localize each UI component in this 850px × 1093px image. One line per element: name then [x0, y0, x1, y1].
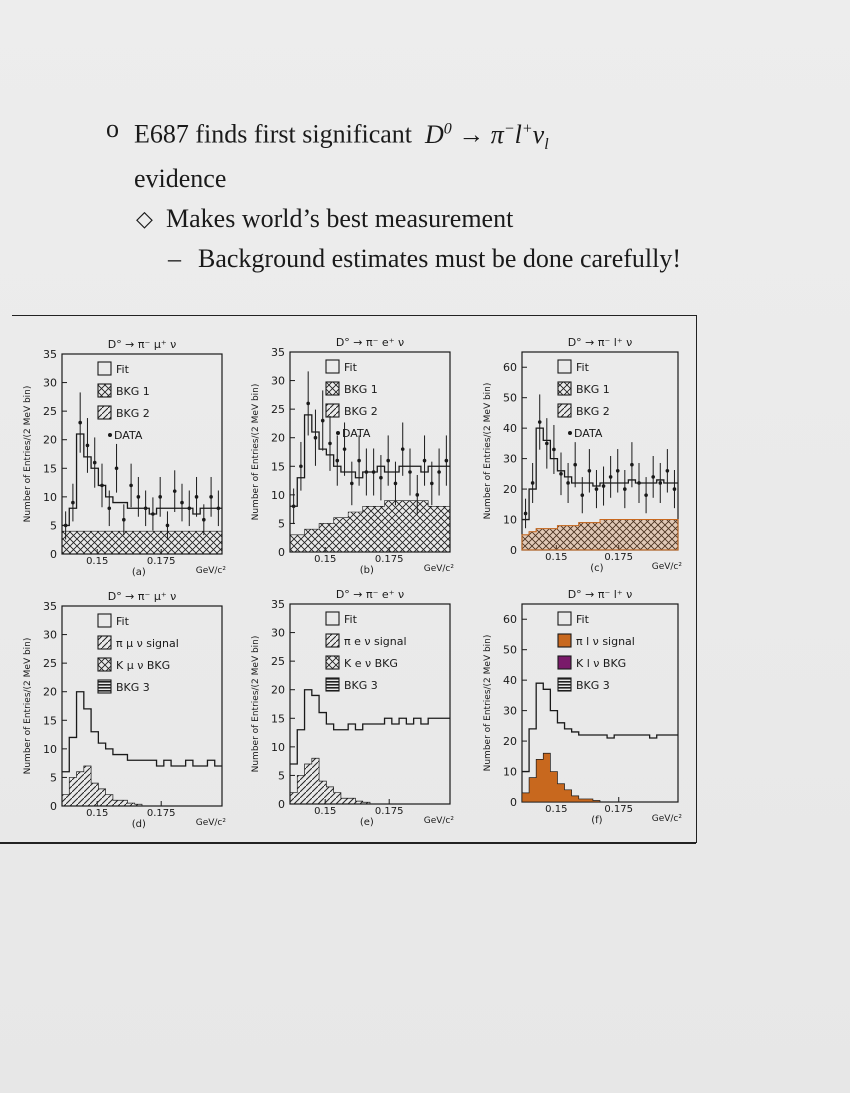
- x-tick-label: 0.15: [545, 804, 568, 815]
- legend-swatch: [558, 404, 571, 417]
- data-point: [187, 506, 191, 510]
- legend-label: π l ν signal: [576, 635, 635, 648]
- legend-label: Fit: [576, 361, 589, 374]
- y-tick-label: 5: [278, 769, 285, 783]
- legend-swatch: [98, 362, 111, 375]
- y-tick-label: 0: [510, 544, 517, 557]
- legend-label: Fit: [116, 615, 129, 628]
- y-tick-label: 30: [271, 374, 285, 388]
- y-tick-label: 10: [503, 513, 517, 527]
- panel-title: D° → π⁻ e⁺ ν: [335, 588, 405, 601]
- data-point: [637, 481, 641, 485]
- y-tick-label: 15: [271, 460, 285, 474]
- y-tick-label: 0: [278, 798, 285, 811]
- x-tick-label: 0.175: [604, 552, 634, 563]
- data-point: [644, 493, 648, 497]
- data-point: [144, 506, 148, 510]
- y-tick-label: 10: [271, 488, 285, 502]
- y-tick-label: 35: [271, 598, 285, 611]
- background-color-overlay: [522, 520, 678, 550]
- bullet-marker: –: [168, 243, 181, 273]
- legend-label: π μ ν signal: [116, 637, 179, 650]
- legend-label: BKG 2: [576, 405, 610, 418]
- y-axis-label: Number of Entries/(2 MeV bin): [483, 382, 493, 520]
- data-point: [100, 484, 104, 488]
- legend-label: K μ ν BKG: [116, 659, 171, 672]
- y-tick-label: 50: [503, 643, 517, 657]
- y-tick-label: 25: [271, 403, 285, 417]
- data-point: [559, 472, 563, 476]
- data-point: [180, 501, 184, 505]
- y-tick-label: 30: [43, 376, 57, 390]
- x-tick-label: 0.15: [545, 552, 568, 563]
- panel-title: D° → π⁻ l⁺ ν: [567, 336, 633, 349]
- x-axis-label: GeV/c²: [423, 816, 454, 826]
- data-point: [166, 524, 170, 528]
- data-point: [588, 469, 592, 473]
- legend-label: BKG 1: [576, 383, 610, 396]
- x-tick-label: 0.175: [146, 808, 176, 819]
- legend-label: BKG 3: [116, 681, 150, 694]
- data-point: [107, 506, 111, 510]
- y-tick-label: 35: [43, 600, 57, 613]
- decay-formula: $D^0 \to \pi^-l^+\nu_l$: [425, 119, 549, 153]
- x-tick-label: 0.15: [86, 808, 109, 819]
- legend-swatch: [98, 384, 111, 397]
- data-point: [602, 484, 606, 488]
- x-tick-label: 0.15: [314, 554, 337, 565]
- y-tick-label: 60: [503, 361, 517, 375]
- data-point: [437, 470, 441, 474]
- panel-label: (c): [590, 563, 604, 574]
- data-point: [552, 448, 556, 452]
- y-tick-label: 50: [503, 391, 517, 405]
- y-tick-label: 15: [271, 712, 285, 726]
- y-tick-label: 20: [503, 483, 517, 497]
- legend-swatch: [558, 382, 571, 395]
- data-point: [430, 482, 434, 486]
- y-tick-label: 0: [50, 800, 57, 813]
- y-tick-label: 35: [271, 346, 285, 359]
- legend-label: Fit: [116, 363, 129, 376]
- y-axis-label: Number of Entries/(2 MeV bin): [23, 385, 33, 523]
- y-tick-label: 10: [43, 742, 57, 756]
- y-tick-label: 20: [271, 431, 285, 445]
- fit-histogram: [290, 690, 450, 764]
- data-point: [673, 487, 677, 491]
- y-tick-label: 0: [278, 546, 285, 559]
- legend-swatch: [326, 656, 339, 669]
- legend-swatch: [98, 636, 111, 649]
- data-point: [173, 489, 177, 493]
- x-tick-label: 0.175: [604, 804, 634, 815]
- data-point: [78, 421, 82, 425]
- data-point: [151, 512, 155, 516]
- y-tick-label: 0: [510, 796, 517, 809]
- data-point: [93, 461, 97, 465]
- data-point: [573, 463, 577, 467]
- bullet-text: E687 finds first significant: [134, 119, 413, 149]
- legend-swatch: [326, 382, 339, 395]
- legend-swatch: [98, 680, 111, 693]
- legend-swatch: [326, 404, 339, 417]
- bullet-text: Background estimates must be done carefully!: [198, 243, 682, 273]
- panel-title: D° → π⁻ l⁺ ν: [567, 588, 633, 601]
- panel-label: (b): [359, 565, 374, 576]
- legend-label: DATA: [574, 427, 603, 440]
- histogram-panel-0: [23, 338, 226, 578]
- bullet-text-line2: evidence: [134, 163, 227, 193]
- data-point: [415, 493, 419, 497]
- y-tick-label: 15: [43, 462, 57, 476]
- panel-title: D° → π⁻ e⁺ ν: [335, 336, 405, 349]
- panel-label: (a): [131, 567, 146, 578]
- legend-swatch: [326, 634, 339, 647]
- data-point: [292, 504, 296, 508]
- legend-data-marker: [336, 431, 340, 435]
- histogram-panel-3: [23, 590, 226, 830]
- legend-swatch: [558, 656, 571, 669]
- legend-swatch: [326, 678, 339, 691]
- y-tick-label: 30: [271, 626, 285, 640]
- y-tick-label: 10: [271, 740, 285, 754]
- y-tick-label: 60: [503, 613, 517, 627]
- data-point: [408, 470, 412, 474]
- legend-label: DATA: [342, 427, 371, 440]
- panel-label: (d): [131, 819, 146, 830]
- data-point: [666, 469, 670, 473]
- y-tick-label: 15: [43, 714, 57, 728]
- y-tick-label: 35: [43, 348, 57, 361]
- data-point: [137, 495, 141, 499]
- histogram-panel-1: [251, 336, 454, 576]
- histogram-panel-5: [483, 588, 682, 826]
- x-tick-label: 0.175: [374, 806, 404, 817]
- y-tick-label: 5: [50, 519, 57, 533]
- y-tick-label: 25: [43, 405, 57, 419]
- legend-label: BKG 2: [344, 405, 378, 418]
- x-tick-label: 0.175: [146, 556, 176, 567]
- y-tick-label: 20: [43, 433, 57, 447]
- y-tick-label: 30: [503, 704, 517, 718]
- legend-swatch: [98, 406, 111, 419]
- bullet-marker: o: [106, 114, 119, 143]
- data-point: [209, 495, 213, 499]
- y-tick-label: 10: [43, 490, 57, 504]
- data-point: [350, 482, 354, 486]
- fit-histogram: [522, 428, 678, 519]
- panel-label: (f): [591, 815, 603, 826]
- legend-label: BKG 3: [576, 679, 610, 692]
- data-point: [86, 444, 90, 448]
- signal-histogram: [522, 753, 678, 802]
- legend-swatch: [98, 658, 111, 671]
- data-point: [314, 436, 318, 440]
- plot-area: [62, 354, 222, 554]
- data-point: [531, 481, 535, 485]
- data-point: [202, 518, 206, 522]
- data-point: [357, 459, 361, 463]
- x-tick-label: 0.15: [86, 556, 109, 567]
- legend-swatch: [326, 360, 339, 373]
- data-point: [630, 463, 634, 467]
- x-axis-label: GeV/c²: [423, 564, 454, 574]
- legend-data-marker: [568, 431, 572, 435]
- legend-swatch: [326, 612, 339, 625]
- data-point: [328, 442, 332, 446]
- x-axis-label: GeV/c²: [195, 566, 226, 576]
- data-point: [423, 459, 427, 463]
- data-point: [658, 481, 662, 485]
- y-tick-label: 30: [503, 452, 517, 466]
- y-axis-label: Number of Entries/(2 MeV bin): [23, 637, 33, 775]
- y-tick-label: 25: [271, 655, 285, 669]
- y-tick-label: 5: [278, 517, 285, 531]
- data-point: [71, 501, 75, 505]
- data-point: [379, 476, 383, 480]
- data-point: [321, 419, 325, 423]
- y-axis-label: Number of Entries/(2 MeV bin): [483, 634, 493, 772]
- data-point: [115, 466, 119, 470]
- panel-title: D° → π⁻ μ⁺ ν: [107, 590, 177, 603]
- data-point: [122, 518, 126, 522]
- x-tick-label: 0.175: [374, 554, 404, 565]
- data-point: [595, 487, 599, 491]
- background-histogram: [290, 501, 450, 552]
- x-axis-label: GeV/c²: [651, 562, 682, 572]
- data-point: [445, 459, 449, 463]
- legend-label: Fit: [344, 613, 357, 626]
- data-point: [545, 442, 549, 446]
- legend-swatch: [558, 678, 571, 691]
- data-point: [609, 475, 613, 479]
- legend-label: K l ν BKG: [576, 657, 627, 670]
- y-tick-label: 40: [503, 422, 517, 436]
- legend-label: DATA: [114, 429, 143, 442]
- data-point: [335, 459, 339, 463]
- fit-histogram: [62, 434, 222, 525]
- legend-label: π e ν signal: [344, 635, 407, 648]
- data-point: [616, 469, 620, 473]
- y-tick-label: 5: [50, 771, 57, 785]
- legend-swatch: [558, 634, 571, 647]
- y-tick-label: 20: [503, 735, 517, 749]
- bullet-marker: ◇: [136, 205, 153, 231]
- data-point: [129, 484, 133, 488]
- legend-swatch: [558, 360, 571, 373]
- legend-label: BKG 1: [116, 385, 150, 398]
- legend-swatch: [558, 612, 571, 625]
- data-point: [365, 470, 369, 474]
- data-point: [372, 470, 376, 474]
- data-point: [343, 447, 347, 451]
- data-point: [64, 524, 68, 528]
- y-tick-label: 25: [43, 657, 57, 671]
- histogram-panel-2: [483, 336, 682, 574]
- legend-label: K e ν BKG: [344, 657, 398, 670]
- legend-label: BKG 1: [344, 383, 378, 396]
- signal-histogram: [62, 766, 222, 806]
- panel-label: (e): [359, 817, 374, 828]
- data-point: [566, 481, 570, 485]
- data-point: [623, 487, 627, 491]
- data-point: [217, 506, 221, 510]
- data-point: [195, 495, 199, 499]
- data-point: [306, 402, 310, 406]
- y-tick-label: 20: [271, 683, 285, 697]
- data-point: [651, 475, 655, 479]
- data-point: [386, 459, 390, 463]
- legend-data-marker: [108, 433, 112, 437]
- legend-swatch: [98, 614, 111, 627]
- y-axis-label: Number of Entries/(2 MeV bin): [251, 635, 261, 773]
- legend-label: BKG 2: [116, 407, 150, 420]
- signal-histogram: [290, 758, 450, 804]
- x-axis-label: GeV/c²: [195, 818, 226, 828]
- legend-label: BKG 3: [344, 679, 378, 692]
- bullet-text: Makes world’s best measurement: [166, 203, 514, 233]
- y-tick-label: 20: [43, 685, 57, 699]
- fit-histogram: [62, 692, 222, 772]
- data-point: [401, 447, 405, 451]
- data-point: [394, 482, 398, 486]
- x-axis-label: GeV/c²: [651, 814, 682, 824]
- y-tick-label: 40: [503, 674, 517, 688]
- y-tick-label: 30: [43, 628, 57, 642]
- background-histogram: [62, 531, 222, 554]
- y-axis-label: Number of Entries/(2 MeV bin): [251, 383, 261, 521]
- data-point: [158, 495, 162, 499]
- data-point: [538, 420, 542, 424]
- histogram-panel-4: [251, 588, 454, 828]
- data-point: [524, 512, 528, 516]
- data-point: [580, 493, 584, 497]
- data-point: [299, 464, 303, 468]
- y-tick-label: 10: [503, 765, 517, 779]
- x-tick-label: 0.15: [314, 806, 337, 817]
- legend-label: Fit: [344, 361, 357, 374]
- panel-title: D° → π⁻ μ⁺ ν: [107, 338, 177, 351]
- legend-label: Fit: [576, 613, 589, 626]
- y-tick-label: 0: [50, 548, 57, 561]
